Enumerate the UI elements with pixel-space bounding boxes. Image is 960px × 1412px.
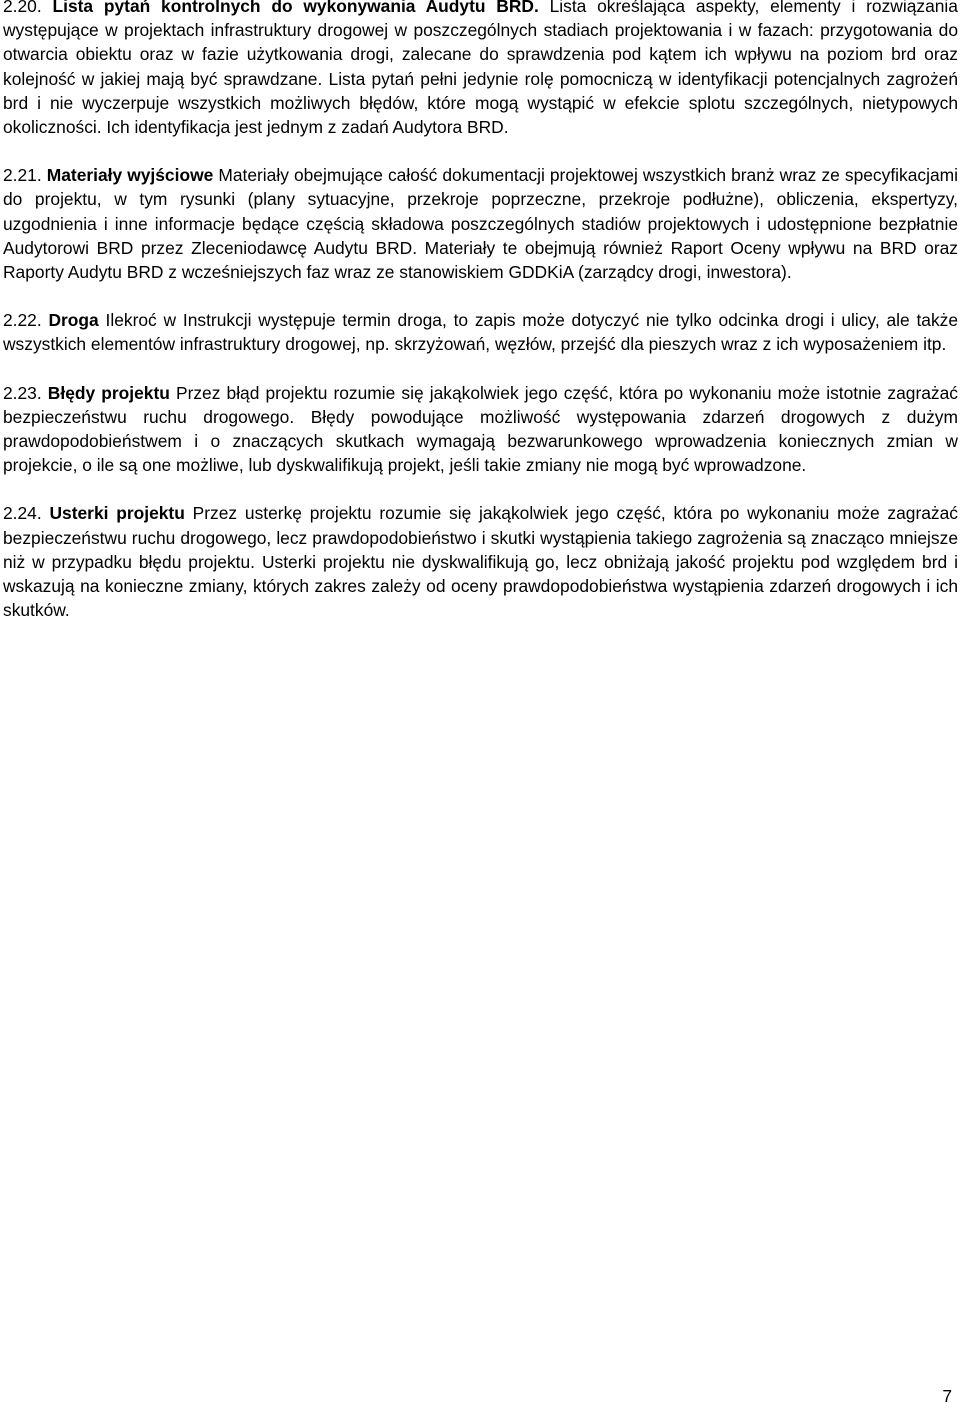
section-2-23	[3, 381, 958, 478]
section-title: Błędy projektu	[47, 382, 170, 403]
section-text: Materiały obejmujące całość dokumentacji projektowej wszystkich branż wraz ze specyfikacjami do projektu, w tym rysunki (plany sytuacyjne, przekroje poprzeczne, przekroje podłużne), obliczenia, ekspertyzy, uzgodnienia i inne informacje będące częścią składowa poszczególnych stadiów projektowych i udostępnione bezpłatnie Audytorowi BRD przez Zleceniodawcę Audytu BRD. Materiały te obejmują również Raport Oceny wpływu na BRD oraz Raporty Audytu BRD z wcześniejszych faz wraz ze stanowiskiem GDDKiA (zarządcy drogi, inwestora).	[3, 165, 958, 283]
section-2-22	[3, 308, 958, 356]
section-title: Usterki projektu	[49, 503, 185, 524]
section-title: Droga	[48, 310, 99, 331]
section-title: Lista pytań kontrolnych do wykonywania Audytu BRD.	[52, 0, 539, 16]
section-title: Materiały wyjściowe	[46, 165, 214, 186]
section-2-24	[3, 501, 958, 622]
section-2-20	[3, 0, 958, 139]
document-page	[3, 0, 958, 646]
section-text: Lista określająca aspekty, elementy i rozwiązania występujące w projektach infrastruktury drogowej w poszczególnych stadiach projektowania i w fazach: przygotowania do otwarcia obiektu oraz w fazie użytkowania drogi, zalecane do sprawdzenia pod kątem ich wpływu na poziom brd oraz kolejność w jakiej mają być sprawdzane. Lista pytań pełni jedynie rolę pomocniczą w identyfikacji potencjalnych zagrożeń brd i nie wyczerpuje wszystkich możliwych błędów, które mogą wystąpić w efekcie splotu szczególnych, nietypowych okoliczności. Ich identyfikacja jest jednym z zadań Audytora BRD.	[3, 0, 958, 138]
section-number: 2.22.	[3, 310, 42, 331]
section-number: 2.23.	[3, 382, 42, 403]
section-number: 2.20.	[3, 0, 42, 16]
section-2-21	[3, 163, 958, 284]
section-text: Przez usterkę projektu rozumie się jakąkolwiek jego część, która po wykonaniu może zagrażać bezpieczeństwu ruchu drogowego, lecz prawdopodobieństwo i skutki wystąpienia takiego zagrożenia są znacząco mniejsze niż w przypadku błędu projektu. Usterki projektu nie dyskwalifikują go, lecz obniżają jakość projektu pod względem brd i wskazują na konieczne zmiany, których zakres zależy od oceny prawdopodobieństwa wystąpienia zdarzeń drogowych i ich skutków.	[3, 503, 958, 621]
page-number: 7	[942, 1386, 952, 1406]
section-number: 2.24.	[3, 503, 42, 524]
section-number: 2.21.	[3, 165, 42, 186]
section-text: Ilekroć w Instrukcji występuje termin droga, to zapis może dotyczyć nie tylko odcinka drogi i ulicy, ale także wszystkich elementów infrastruktury drogowej, np. skrzyżowań, węzłów, przejść dla pieszych wraz z ich wyposażeniem itp.	[3, 310, 959, 355]
section-text: Przez błąd projektu rozumie się jakąkolwiek jego część, która po wykonaniu może istotnie zagrażać bezpieczeństwu ruchu drogowego. Błędy powodujące możliwość występowania zdarzeń drogowych z dużym prawdopodobieństwem i o znaczących skutkach wymagają bezwarunkowego wprowadzenia koniecznych zmian w projekcie, o ile są one możliwe, lub dyskwalifikują projekt, jeśli takie zmiany nie mogą być wprowadzone.	[3, 382, 958, 476]
